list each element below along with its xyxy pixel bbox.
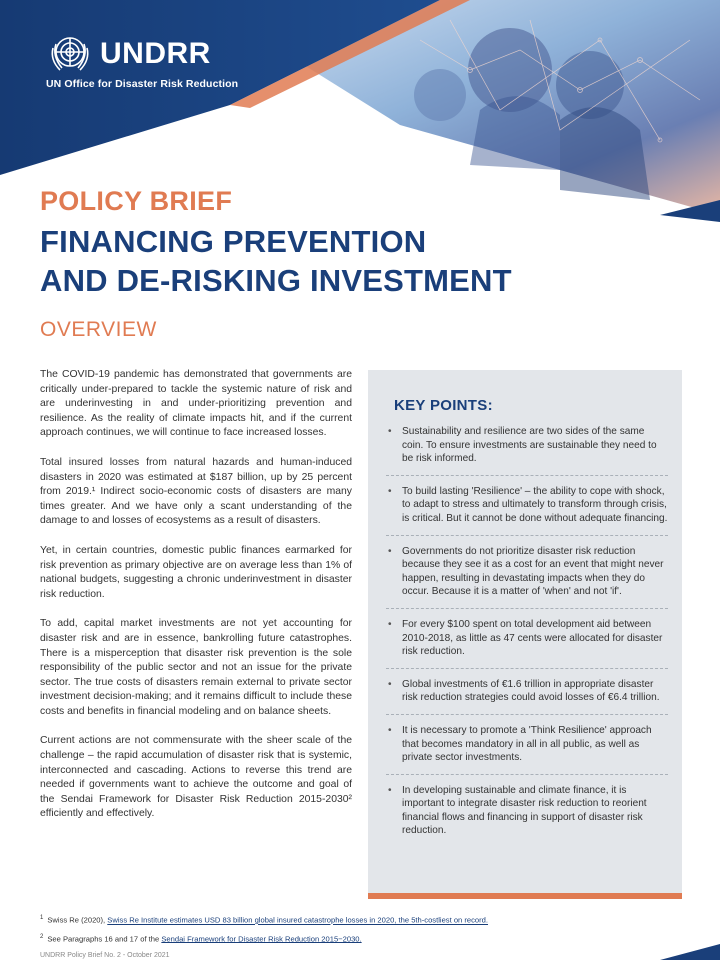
bullet-icon: • <box>388 618 392 630</box>
doc-title <box>40 222 512 300</box>
un-emblem-icon <box>46 30 94 78</box>
org-subtitle: UN Office for Disaster Risk Reduction <box>46 78 239 90</box>
bullet-icon: • <box>388 426 392 437</box>
key-points-panel <box>368 370 682 896</box>
title-line-1: FINANCING PREVENTION <box>40 224 427 259</box>
footnote-text: See Paragraphs 16 and 17 of the <box>47 934 162 944</box>
footnotes <box>40 912 700 949</box>
corner-decoration <box>660 944 720 960</box>
doc-type-label: POLICY BRIEF <box>40 186 233 216</box>
key-point-item <box>386 545 668 609</box>
footnote-number: 2 <box>40 933 44 940</box>
footnote <box>40 912 700 927</box>
body-paragraph: Yet, in certain countries, domestic public finances earmarked for risk prevention as primary objective are on average less than 1% of national budgets, suggesting a chronic underinvestment in disaster risk reduction. <box>40 544 352 600</box>
footnote-text: Swiss Re (2020), <box>47 915 108 925</box>
body-text-column <box>40 368 352 837</box>
footnote <box>40 931 700 946</box>
body-paragraph: Current actions are not commensurate with the sheer scale of the challenge – the rapid accumulation of disaster risk that is systemic, interconnected and cascading. Actions to reverse this trend are needed if governments want to achieve the outcome and goal of the Sendai Framework for Disaster Risk Reduction 2015-2030² efficiently and effectively. <box>40 735 352 820</box>
footnote-link[interactable]: Swiss Re Institute estimates USD 83 billion global insured catastrophe losses in 2020, the 5th-costliest on record. <box>107 915 489 925</box>
key-point-text: To build lasting 'Resilience' – the ability to cope with shock, to adapt to stress and ultimately to transform through crisis, is critical. But it cannot be done without adequate financing. <box>402 485 668 524</box>
key-point-item <box>386 425 668 476</box>
key-point-text: Governments do not prioritize disaster risk reduction because they see it as a cost for an event that might never happen, resulting in devastating impacts when they do occur. Because it is a matter of 'when' and not 'if'. <box>402 545 664 598</box>
title-line-2: AND DE-RISKING INVESTMENT <box>40 263 512 298</box>
key-point-item <box>386 678 668 715</box>
bullet-icon: • <box>388 485 392 497</box>
key-points-list <box>386 425 668 856</box>
bullet-icon: • <box>388 545 392 557</box>
footnote-link[interactable]: Sendai Framework for Disaster Risk Reduction 2015−2030. <box>161 934 362 944</box>
key-point-item <box>386 724 668 775</box>
undrr-logo <box>46 30 211 78</box>
section-heading: OVERVIEW <box>40 318 157 341</box>
key-point-text: In developing sustainable and climate finance, it is important to integrate disaster risk reduction to reorient financial flows and financing in support of disaster risk reduction. <box>402 784 647 837</box>
body-paragraph: Total insured losses from natural hazards and human-induced disasters in 2020 was estimated at $187 billion, up by 25 percent from 2019.¹ Indirect socio-economic costs of disasters are many times greater. And we have only a scant understanding of the damage to and losses of ecosystems as a result of disasters. <box>40 456 352 527</box>
bullet-icon: • <box>388 784 392 796</box>
key-points-accent-bar <box>368 893 682 899</box>
bullet-icon: • <box>388 678 392 690</box>
page-footer: UNDRR Policy Brief No. 2 - October 2021 <box>40 952 170 959</box>
bullet-icon: • <box>388 724 392 736</box>
key-point-text: Global investments of €1.6 trillion in appropriate disaster risk reduction strategies could avoid losses of €6.4 trillion. <box>402 678 660 704</box>
key-point-item <box>386 784 668 847</box>
body-paragraph: The COVID-19 pandemic has demonstrated that governments are critically under-prepared to tackle the systemic nature of risk and are underinvesting in and under-prioritizing prevention and resilience. As the reality of climate impacts hit, and if the current approach continues, we will continue to face increased losses. <box>40 369 352 439</box>
body-paragraph: To add, capital market investments are not yet accounting for disaster risk and are in essence, bankrolling future catastrophes. There is a misperception that disaster risk prevention is the sole responsibility of the public sector and not an issue for the private sector. The true costs of disasters remain external to private sector investment decision-making; and it remains difficult to include these costs and benefits in financial modeling and on balance sheets. <box>40 618 352 717</box>
key-point-text: For every $100 spent on total development aid between 2010-2018, as little as 47 cents were allocated for disaster risk reduction. <box>402 618 663 658</box>
key-point-item <box>386 485 668 536</box>
key-point-item <box>386 618 668 669</box>
key-point-text: Sustainability and resilience are two sides of the same coin. To ensure investments are sustainable they need to be risk informed. <box>402 426 657 465</box>
key-point-text: It is necessary to promote a 'Think Resilience' approach that becomes mandatory in all in all public, as well as private sector investments. <box>402 724 652 764</box>
footnote-number: 1 <box>40 915 44 921</box>
org-name: UNDRR <box>100 37 211 70</box>
key-points-title: KEY POINTS: <box>394 397 493 414</box>
